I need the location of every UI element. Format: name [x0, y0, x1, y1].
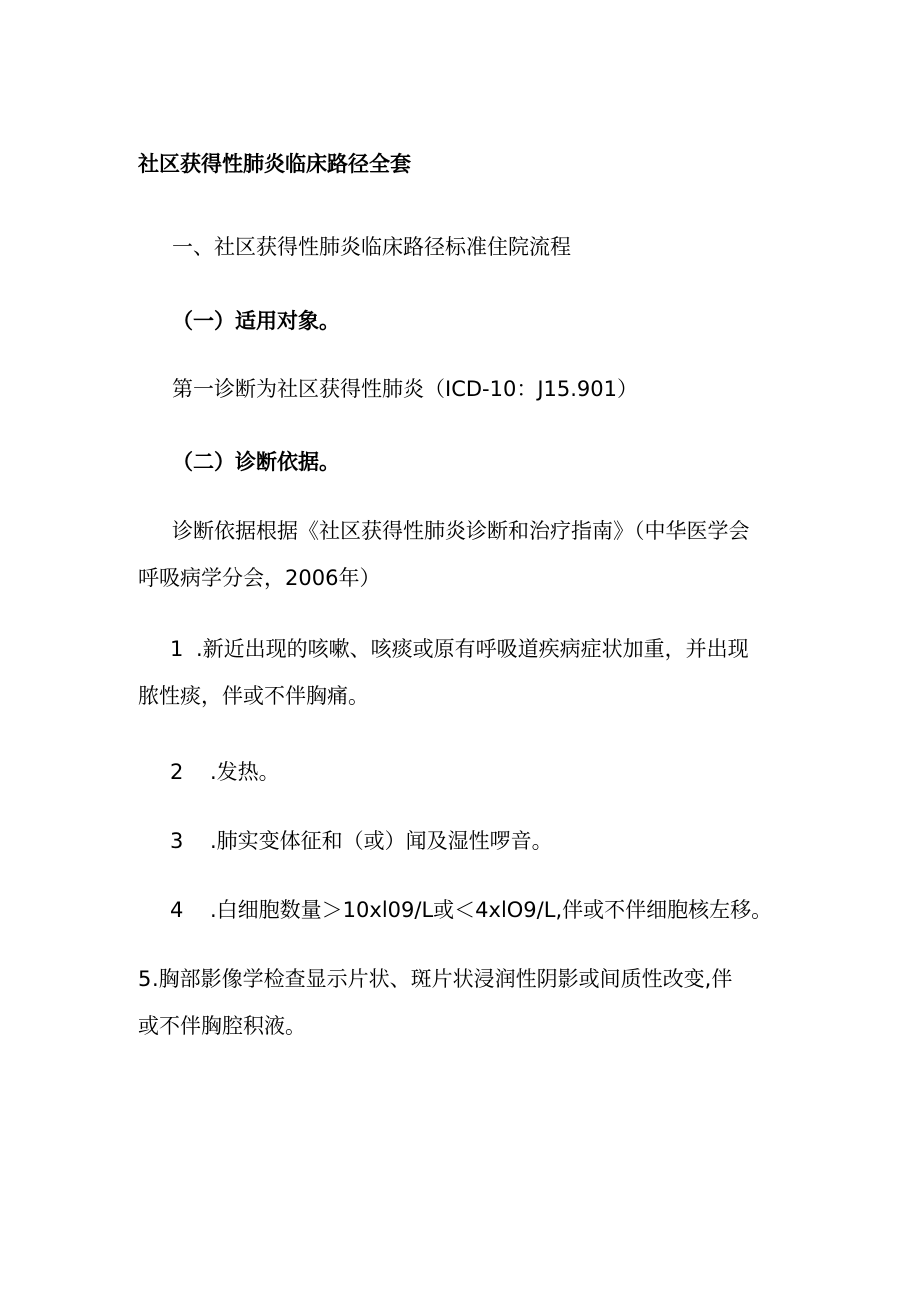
- paragraph-diagnosis-basis-line1: 诊断依据根据《社区获得性肺炎诊断和治疗指南》（中华医学会: [172, 519, 750, 543]
- list-item-text: .发热。: [210, 760, 280, 784]
- subsection-heading-1: （一）适用对象。: [172, 309, 340, 333]
- list-item-number: 5: [138, 967, 152, 991]
- list-item-text: .新近出现的咳嗽、咳痰或原有呼吸道疾病症状加重，并出现: [196, 637, 749, 661]
- list-item-text: .胸部影像学检查显示片状、斑片状浸润性阴影或间质性改变,伴: [152, 967, 733, 991]
- list-item-text: .肺实变体征和（或）闻及湿性啰音。: [210, 829, 553, 853]
- subsection-heading-2: （二）诊断依据。: [172, 450, 340, 474]
- list-item-number: 4: [170, 898, 184, 922]
- paragraph-applicable-object: 第一诊断为社区获得性肺炎（ICD-10：J15.901）: [172, 377, 638, 401]
- list-item-number: 3: [170, 829, 184, 853]
- section-heading-1: 一、社区获得性肺炎临床路径标准住院流程: [172, 235, 571, 259]
- list-item-text: .白细胞数量＞10xl09/L或＜4xlO9/L,伴或不伴细胞核左移。: [210, 898, 773, 922]
- list-item-text-continued: 或不伴胸腔积液。: [138, 1014, 306, 1038]
- document-title: 社区获得性肺炎临床路径全套: [138, 152, 411, 176]
- list-item-number: 2: [170, 760, 184, 784]
- list-item-text-continued: 脓性痰，伴或不伴胸痛。: [138, 684, 369, 708]
- list-item-number: 1: [170, 637, 184, 661]
- paragraph-diagnosis-basis-line2: 呼吸病学分会，2006年）: [138, 566, 381, 590]
